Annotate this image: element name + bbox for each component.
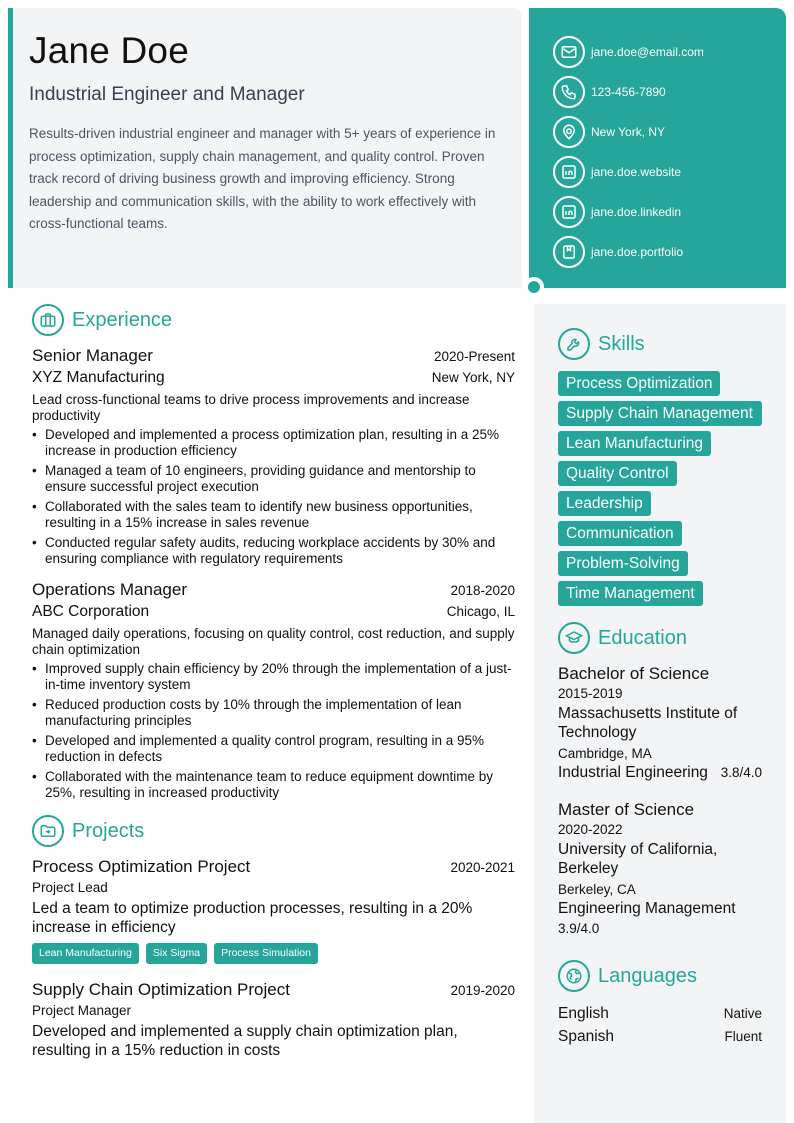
job-location: Chicago, IL — [446, 604, 515, 619]
project-title: Process Optimization Project — [32, 857, 251, 876]
education-dates: 2015-2019 — [558, 686, 623, 701]
skill-badge: Time Management — [558, 581, 703, 606]
language-name: English — [558, 1005, 609, 1022]
project-tags — [32, 943, 515, 964]
folder-icon — [32, 815, 64, 847]
globe-icon — [558, 960, 590, 992]
education-field: Industrial Engineering — [558, 764, 708, 781]
phone-icon — [553, 76, 585, 108]
language-row — [558, 1028, 762, 1051]
job-location: New York, NY — [431, 370, 515, 385]
projects-title: Projects — [72, 819, 145, 842]
bullet: • Collaborated with the maintenance team to reduce equipment downtime by 25%, resulting in increased productivity — [32, 769, 515, 801]
bullet: • Managed a team of 10 engineers, providing guidance and mentorship to ensure successful project execution — [32, 463, 515, 495]
contact-linkedin-text: jane.doe.linkedin — [591, 205, 682, 219]
project-entry — [32, 856, 515, 964]
project-tag: Lean Manufacturing — [32, 943, 139, 964]
education-school: Massachusetts Institute of Technology — [558, 705, 738, 741]
education-degree: Master of Science — [558, 800, 695, 819]
bullet: • Collaborated with the sales team to identify new business opportunities, resulting in a 15% increase in sales revenue — [32, 499, 515, 531]
linkedin-icon — [553, 196, 585, 228]
project-entry — [32, 979, 515, 1060]
skill-badge: Process Optimization — [558, 371, 720, 396]
job-dates: 2020-Present — [433, 349, 515, 364]
skill-badge: Leadership — [558, 491, 651, 516]
job-company: ABC Corporation — [32, 603, 150, 620]
bullet: • Improved supply chain efficiency by 20% through the implementation of a just-in-time inventory system — [32, 661, 515, 693]
job-dates: 2018-2020 — [450, 583, 515, 598]
language-level: Fluent — [724, 1029, 762, 1044]
education-location: Berkeley, CA — [558, 882, 636, 897]
person-name: Jane Doe — [29, 30, 189, 71]
wrench-icon — [558, 328, 590, 360]
decorative-dot — [524, 277, 544, 297]
job-company: XYZ Manufacturing — [32, 369, 165, 386]
project-dates: 2020-2021 — [450, 860, 515, 875]
skill-badge: Problem-Solving — [558, 551, 688, 576]
portfolio-icon — [553, 236, 585, 268]
briefcase-icon — [32, 304, 64, 336]
bullet: • Reduced production costs by 10% through the implementation of lean manufacturing principles — [32, 697, 515, 729]
skills-heading — [558, 324, 762, 364]
skill-badge: Quality Control — [558, 461, 677, 486]
education-location: Cambridge, MA — [558, 746, 652, 761]
project-tag: Six Sigma — [146, 943, 207, 964]
mail-icon — [553, 36, 585, 68]
skills-title: Skills — [598, 332, 645, 355]
main-column — [32, 300, 515, 1060]
sidebar — [534, 304, 786, 1123]
experience-heading — [32, 300, 515, 340]
languages-list — [558, 1005, 762, 1051]
project-description: Led a team to optimize production processes, resulting in a 20% increase in efficiency — [32, 900, 473, 936]
job-title: Senior Manager — [32, 346, 153, 365]
contact-portfolio-text: jane.doe.portfolio — [591, 245, 684, 259]
summary: Results-driven industrial engineer and manager with 5+ years of experience in process optimization, supply chain management, and quality control. Proven track record of driving business growth and improving efficiency. Strong leadership and communication skills, with the ability to work effectively with cross-functional teams. — [29, 126, 496, 232]
contact-phone-text: 123-456-7890 — [591, 85, 666, 99]
contact-portfolio[interactable] — [553, 232, 786, 272]
contact-website-text: jane.doe.website — [591, 165, 682, 179]
header-panel — [8, 8, 522, 288]
skill-badge: Supply Chain Management — [558, 401, 762, 426]
bullet: • Developed and implemented a quality control program, resulting in a 95% reduction in defects — [32, 733, 515, 765]
education-field: Engineering Management — [558, 900, 736, 917]
job-bullets — [32, 427, 515, 567]
skill-badge: Lean Manufacturing — [558, 431, 711, 456]
contact-location-text: New York, NY — [591, 125, 666, 139]
job-description: Lead cross-functional teams to drive process improvements and increase productivity — [32, 392, 470, 423]
job-entry — [32, 579, 515, 801]
language-level: Native — [723, 1006, 762, 1021]
project-tag: Process Simulation — [214, 943, 318, 964]
education-entry — [558, 799, 762, 939]
education-gpa: 3.8/4.0 — [720, 765, 762, 780]
job-description: Managed daily operations, focusing on quality control, cost reduction, and supply chain optimization — [32, 626, 515, 657]
project-role: Project Lead — [32, 880, 108, 895]
education-school: University of California, Berkeley — [558, 841, 718, 877]
bullet: • Developed and implemented a process optimization plan, resulting in a 25% increase in production efficiency — [32, 427, 515, 459]
project-description: Developed and implemented a supply chain optimization plan, resulting in a 15% reduction in costs — [32, 1023, 458, 1059]
location-icon — [553, 116, 585, 148]
person-title: Industrial Engineer and Manager — [29, 84, 305, 105]
project-role: Project Manager — [32, 1003, 132, 1018]
contact-email[interactable] — [553, 32, 786, 72]
contact-email-text: jane.doe@email.com — [591, 45, 704, 59]
education-title: Education — [598, 626, 687, 649]
education-entry — [558, 663, 762, 783]
language-row — [558, 1005, 762, 1028]
job-bullets — [32, 661, 515, 801]
education-dates: 2020-2022 — [558, 822, 623, 837]
contact-website[interactable] — [553, 152, 786, 192]
bullet: • Conducted regular safety audits, reducing workplace accidents by 30% and ensuring compliance with regulatory requirements — [32, 535, 515, 567]
skill-badge: Communication — [558, 521, 682, 546]
experience-title: Experience — [72, 308, 173, 331]
languages-heading — [558, 956, 762, 996]
project-title: Supply Chain Optimization Project — [32, 980, 290, 999]
project-dates: 2019-2020 — [450, 983, 515, 998]
projects-heading — [32, 811, 515, 851]
contact-linkedin[interactable] — [553, 192, 786, 232]
language-name: Spanish — [558, 1028, 615, 1045]
graduation-cap-icon — [558, 622, 590, 654]
linkedin-icon — [553, 156, 585, 188]
contact-location — [553, 112, 786, 152]
contact-panel — [529, 8, 786, 288]
job-entry — [32, 345, 515, 567]
languages-title: Languages — [598, 964, 697, 987]
contact-phone[interactable] — [553, 72, 786, 112]
education-gpa: 3.9/4.0 — [558, 921, 600, 936]
job-title: Operations Manager — [32, 580, 187, 599]
skills-list — [558, 371, 762, 606]
education-heading — [558, 618, 762, 658]
education-degree: Bachelor of Science — [558, 664, 710, 683]
